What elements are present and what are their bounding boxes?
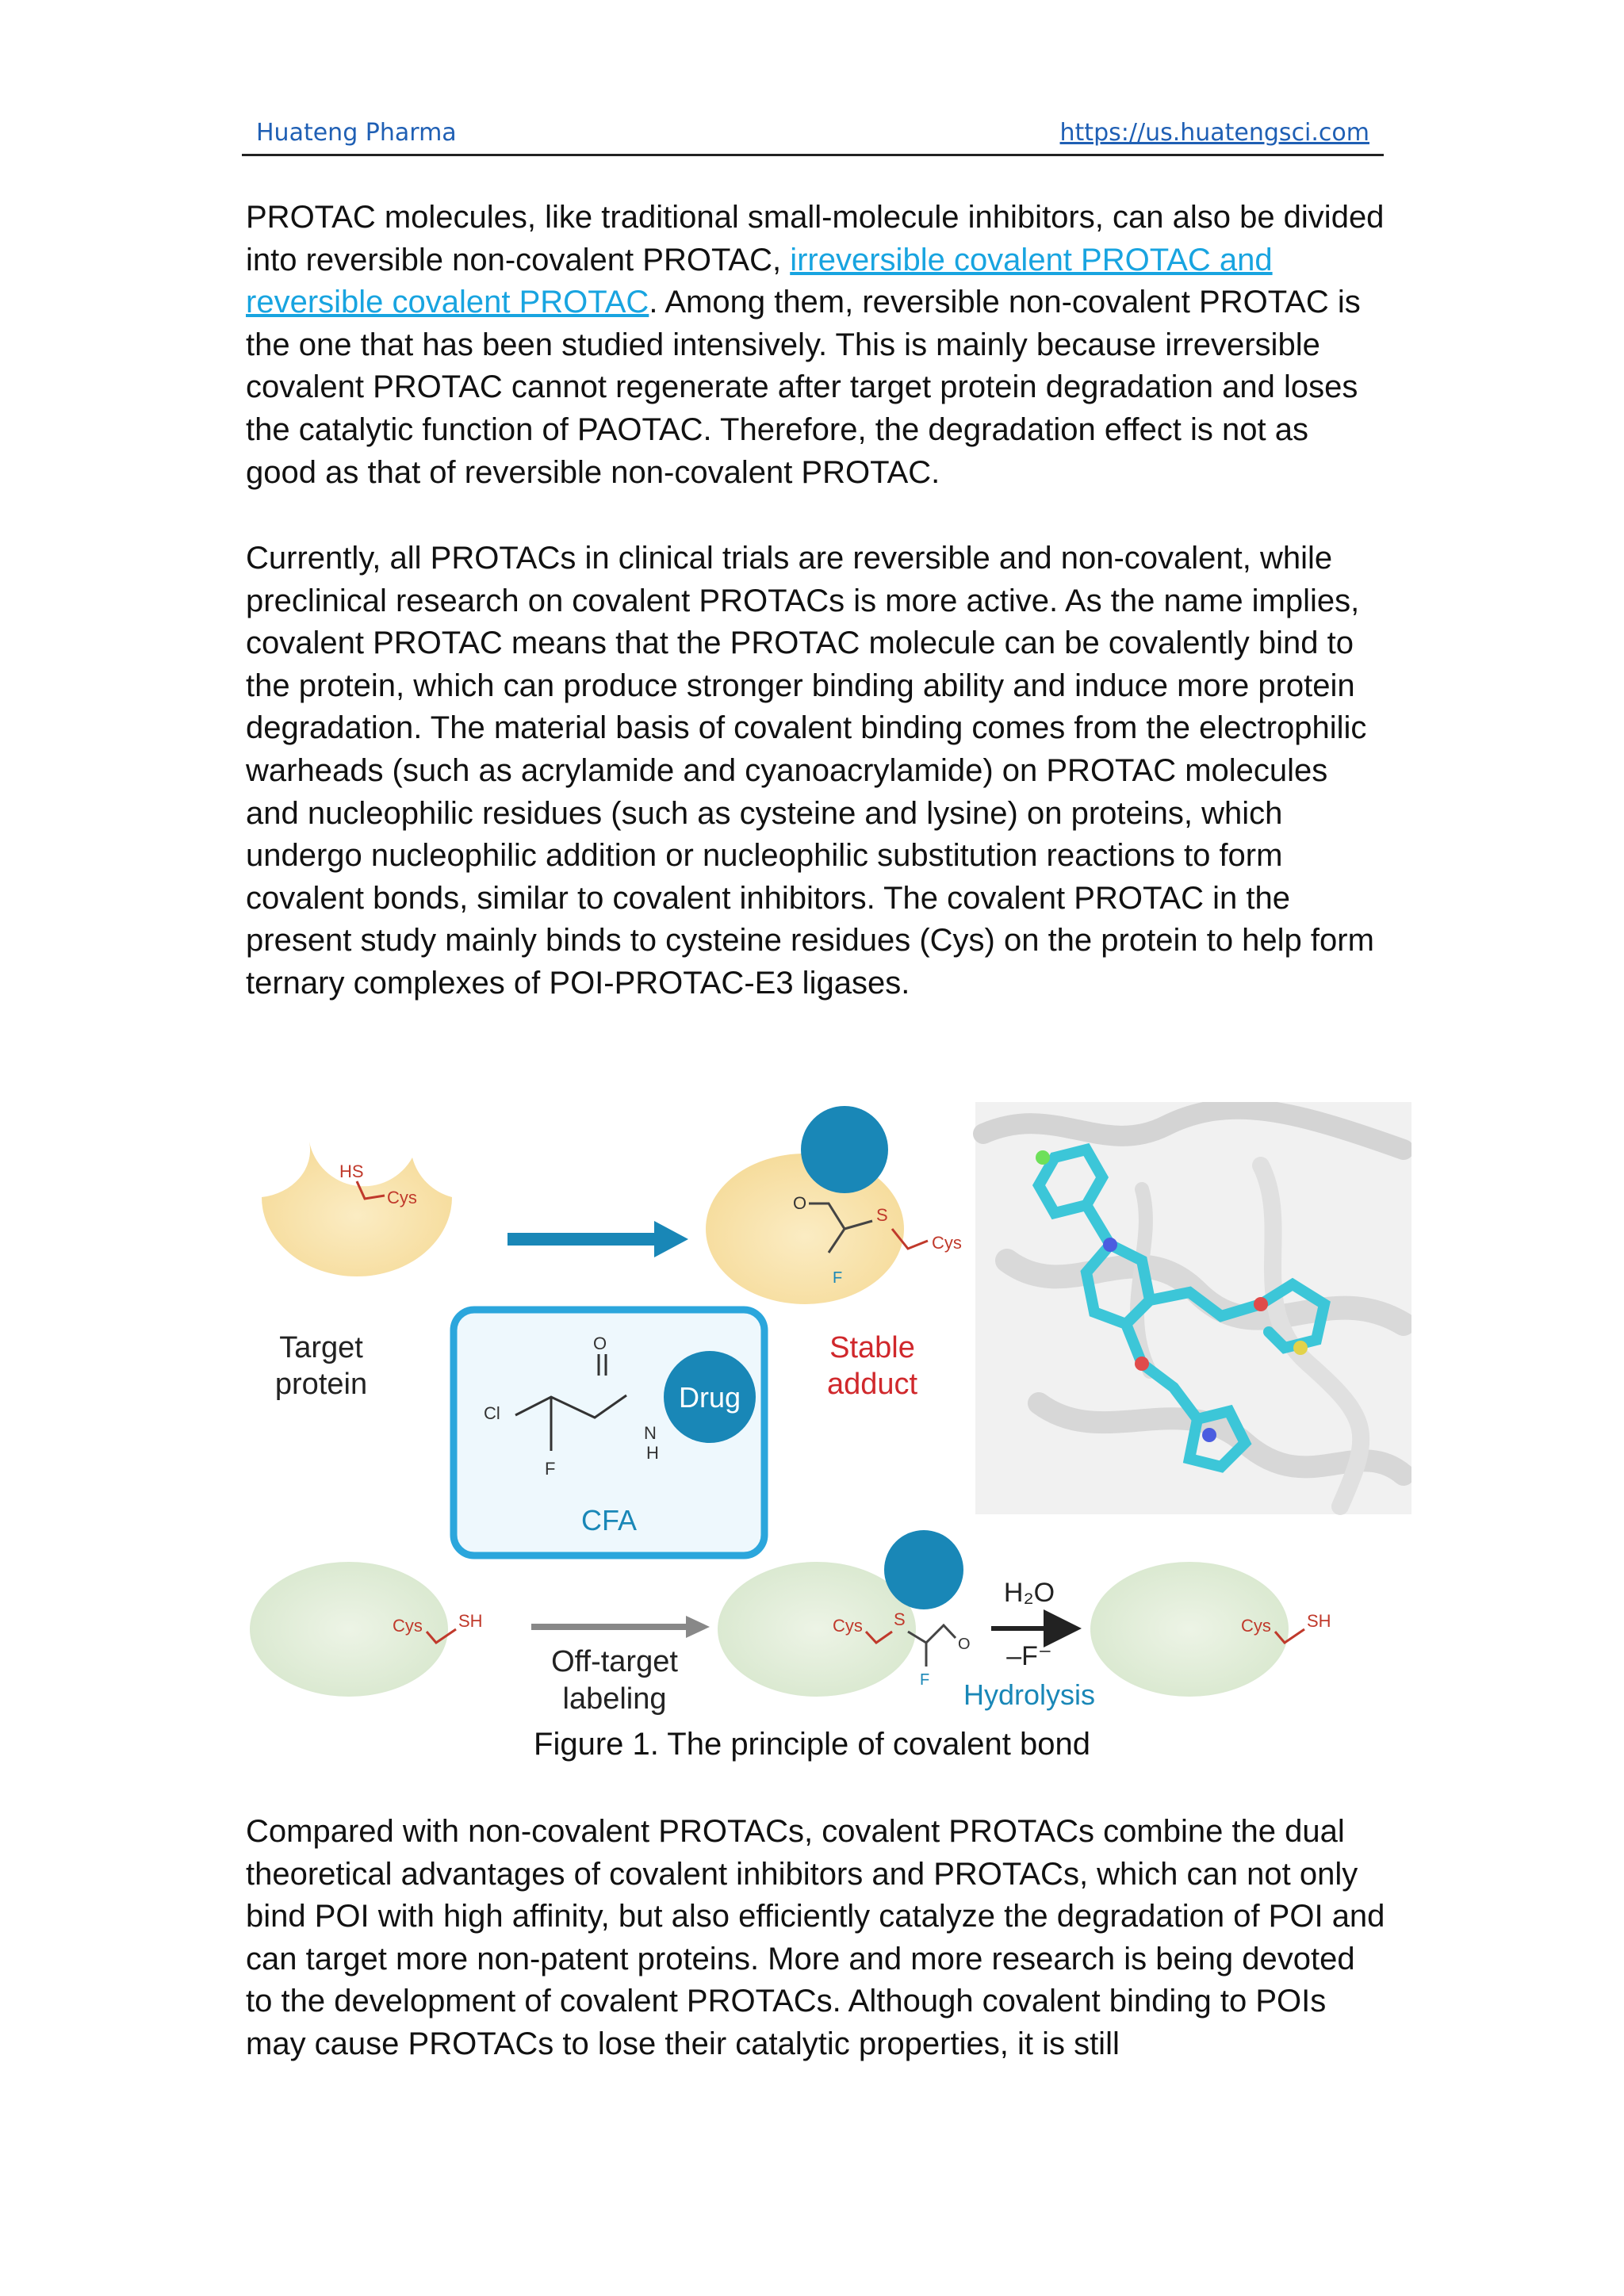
adduct-f-label: F	[833, 1269, 843, 1287]
adduct-s-label: S	[876, 1205, 888, 1225]
cfa-cl-label: Cl	[484, 1403, 500, 1423]
offtarget-label-line2: labeling	[562, 1682, 667, 1716]
cfa-label: CFA	[580, 1504, 638, 1536]
regenerated-sh-label: SH	[1307, 1611, 1331, 1631]
covalent-principle-diagram	[246, 1102, 1411, 1720]
adduct-cys-label: Cys	[932, 1233, 962, 1253]
offtarget-label-line1: Off-target	[551, 1645, 678, 1678]
target-label-line2: protein	[274, 1368, 368, 1401]
stable-label-line2: adduct	[826, 1368, 918, 1401]
cfa-o-label: O	[593, 1334, 607, 1353]
regenerated-cys-label: Cys	[1241, 1616, 1271, 1636]
labeled-s-label: S	[894, 1609, 906, 1629]
stable-label-line1: Stable	[829, 1331, 915, 1364]
figure-caption: Figure 1. The principle of covalent bond	[534, 1727, 1090, 1762]
header-url-link[interactable]: https://us.huatengsci.com	[1059, 119, 1369, 147]
protein-structure-image	[975, 1102, 1411, 1514]
reaction-arrow	[508, 1221, 688, 1257]
header-brand: Huateng Pharma	[256, 119, 457, 147]
hs-label: HS	[339, 1161, 364, 1181]
target-label-line1: Target	[279, 1331, 363, 1364]
h2o-label: H₂O	[1003, 1578, 1055, 1608]
paragraph-1	[246, 197, 1388, 494]
target-protein	[262, 1142, 452, 1276]
drug-label: Drug	[678, 1381, 741, 1414]
cfa-f-label: F	[545, 1459, 556, 1479]
minus-f-label: –F⁻	[1006, 1641, 1052, 1671]
offtarget-arrow	[531, 1616, 710, 1638]
cfa-box	[454, 1310, 764, 1556]
paragraph-1-text-b: . Among them, reversible non-covalent PROTAC is the one that has been studied intensively. This is mainly because irreversible covalent PROTAC cannot regenerate after target protein degradation and loses the catalytic function of PAOTAC. Therefore, the degradation effect is not as good as that of reversible non-covalent PROTAC.	[246, 285, 1361, 490]
paragraph-2: Currently, all PROTACs in clinical trials are reversible and non-covalent, while preclinical research on covalent PROTACs is more active. As the name implies, covalent PROTAC means that the PROTAC molecule can be covalently bind to the protein, which can produce stronger binding ability and induce more protein degradation. The material basis of covalent binding comes from the electrophilic warheads (such as acrylamide and cyanoacrylamide) on PROTAC molecules and nucleophilic residues (such as cysteine and lysine) on proteins, which undergo nucleophilic addition or nucleophilic substitution reactions to form covalent bonds, similar to covalent inhibitors. The covalent PROTAC in the present study mainly binds to cysteine residues (Cys) on the protein to help form ternary complexes of POI-PROTAC-E3 ligases.	[246, 541, 1374, 1001]
offtarget-sh-label: SH	[458, 1611, 483, 1631]
cfa-h-label: H	[646, 1443, 659, 1463]
offtarget-cys-label: Cys	[393, 1616, 423, 1636]
cfa-n-label: N	[644, 1423, 657, 1443]
paragraph-1-text-a: PROTAC molecules, like traditional small-molecule inhibitors, can also be divided into reversible non-covalent PROTAC,	[246, 200, 1385, 277]
hydrolysis-label: Hydrolysis	[963, 1678, 1096, 1711]
labeled-f-label: F	[920, 1671, 930, 1689]
offtarget-protein	[250, 1562, 483, 1697]
figure-covalent-principle	[246, 1102, 1411, 1720]
paragraph-3: Compared with non-covalent PROTACs, covalent PROTACs combine the dual theoretical advantages of covalent inhibitors and PROTACs, which can not only bind POI with high affinity, but also efficiently catalyze the degradation of POI and can target more non-patent proteins. More and more research is being devoted to the development of covalent PROTACs. Although covalent binding to POIs may cause PROTACs to lose their catalytic properties, it is still	[246, 1814, 1385, 2061]
covalent-protac-link[interactable]: irreversible covalent PROTAC and reversible covalent PROTAC	[246, 242, 1273, 320]
page-header	[242, 117, 1384, 156]
adduct-o-label: O	[793, 1193, 807, 1213]
stable-adduct	[706, 1106, 962, 1304]
labeled-cys-label: Cys	[833, 1616, 863, 1636]
cys-label: Cys	[387, 1188, 417, 1207]
labeled-o-label: O	[958, 1636, 971, 1653]
regenerated-protein	[1090, 1562, 1331, 1697]
